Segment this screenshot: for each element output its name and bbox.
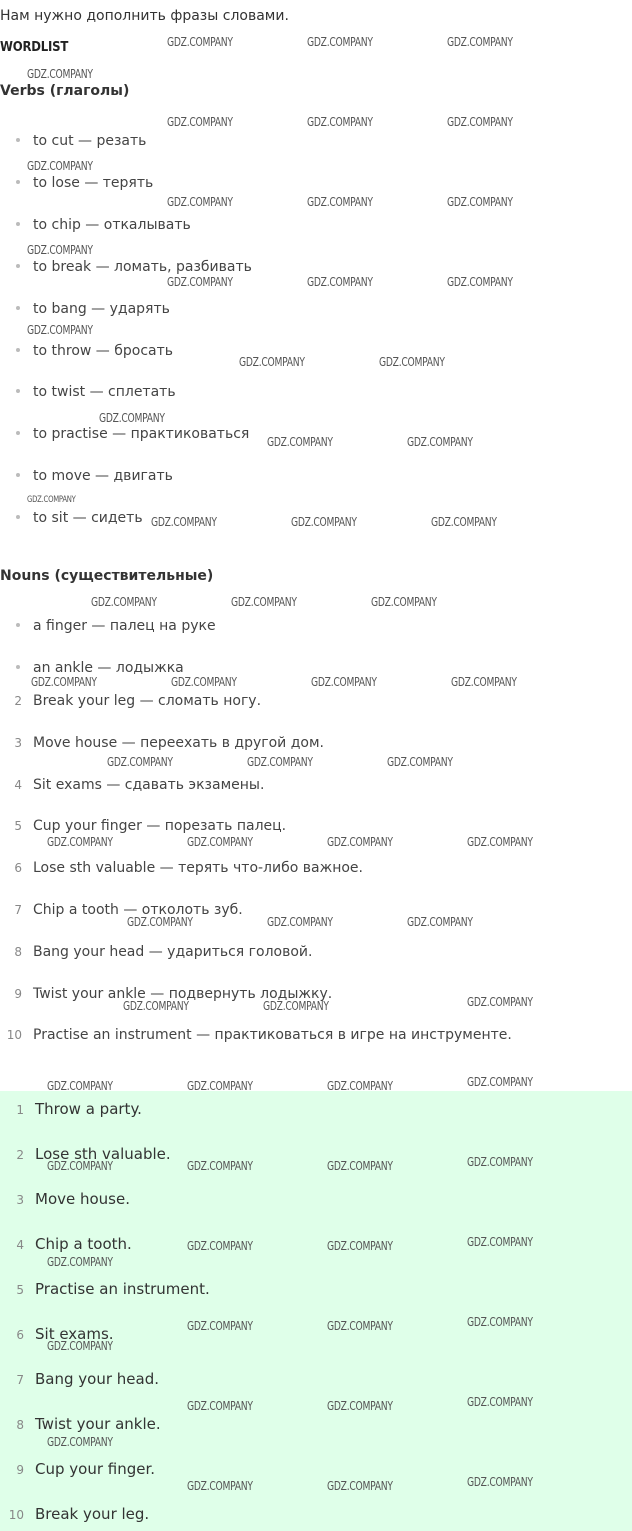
bullet-icon <box>16 306 20 310</box>
list-item: a finger — палец на руке <box>16 618 216 634</box>
list-item: to lose — терять <box>16 175 153 191</box>
watermark: GDZ.COMPANY <box>167 35 233 49</box>
list-item: to break — ломать, разбивать <box>16 259 252 275</box>
watermark: GDZ.COMPANY <box>187 1319 253 1333</box>
watermark: GDZ.COMPANY <box>379 355 445 369</box>
watermark: GDZ.COMPANY <box>187 835 253 849</box>
watermark: GDZ.COMPANY <box>47 1079 113 1093</box>
watermark: GDZ.COMPANY <box>467 995 533 1009</box>
list-item: to twist — сплетать <box>16 384 176 400</box>
answer-item: 8 Twist your ankle. <box>16 1415 161 1433</box>
list-item: to bang — ударять <box>16 301 170 317</box>
watermark: GDZ.COMPANY <box>327 1319 393 1333</box>
verbs-heading: Verbs (глаголы) <box>0 83 130 99</box>
watermark: GDZ.COMPANY <box>467 1075 533 1089</box>
bullet-icon <box>16 473 20 477</box>
watermark: GDZ.COMPANY <box>467 1315 533 1329</box>
watermark: GDZ.COMPANY <box>267 915 333 929</box>
list-item: to throw — бросать <box>16 343 173 359</box>
watermark: GDZ.COMPANY <box>167 275 233 289</box>
watermark: GDZ.COMPANY <box>311 675 377 689</box>
watermark: GDZ.COMPANY <box>447 275 513 289</box>
watermark: GDZ.COMPANY <box>267 435 333 449</box>
watermark: GDZ.COMPANY <box>27 323 93 337</box>
phrase-item: 4 Sit exams — сдавать экзамены. <box>14 777 265 793</box>
watermark: GDZ.COMPANY <box>47 835 113 849</box>
nouns-heading: Nouns (существительные) <box>0 568 214 584</box>
answer-item: 3 Move house. <box>16 1190 130 1208</box>
watermark: GDZ.COMPANY <box>447 35 513 49</box>
watermark: GDZ.COMPANY <box>127 915 193 929</box>
watermark: GDZ.COMPANY <box>167 195 233 209</box>
watermark: GDZ.COMPANY <box>239 355 305 369</box>
watermark: GDZ.COMPANY <box>27 159 93 173</box>
watermark: GDZ.COMPANY <box>27 67 93 81</box>
bullet-icon <box>16 264 20 268</box>
watermark: GDZ.COMPANY <box>47 1435 113 1449</box>
watermark: GDZ.COMPANY <box>387 755 453 769</box>
watermark: GDZ.COMPANY <box>327 1159 393 1173</box>
watermark: GDZ.COMPANY <box>31 675 97 689</box>
watermark: GDZ.COMPANY <box>407 915 473 929</box>
watermark: GDZ.COMPANY <box>91 595 157 609</box>
bullet-icon <box>16 623 20 627</box>
watermark: GDZ.COMPANY <box>47 1159 113 1173</box>
watermark: GDZ.COMPANY <box>327 1479 393 1493</box>
watermark: GDZ.COMPANY <box>187 1079 253 1093</box>
watermark: GDZ.COMPANY <box>307 35 373 49</box>
watermark: GDZ.COMPANY <box>187 1479 253 1493</box>
watermark: GDZ.COMPANY <box>327 1239 393 1253</box>
watermark: GDZ.COMPANY <box>327 1079 393 1093</box>
watermark: GDZ.COMPANY <box>187 1159 253 1173</box>
phrase-item: 6 Lose sth valuable — терять что-либо важное. <box>14 860 363 876</box>
answer-item: 5 Practise an instrument. <box>16 1280 210 1298</box>
wordlist-heading: WORDLIST <box>0 40 69 55</box>
watermark: GDZ.COMPANY <box>187 1399 253 1413</box>
bullet-icon <box>16 138 20 142</box>
bullet-icon <box>16 348 20 352</box>
bullet-icon <box>16 431 20 435</box>
watermark: GDZ.COMPANY <box>167 115 233 129</box>
watermark: GDZ.COMPANY <box>231 595 297 609</box>
answer-item: 4 Chip a tooth. <box>16 1235 132 1253</box>
answer-item: 10 Break your leg. <box>8 1505 150 1523</box>
list-item: an ankle — лодыжка <box>16 660 184 676</box>
bullet-icon <box>16 180 20 184</box>
watermark: GDZ.COMPANY <box>407 435 473 449</box>
watermark: GDZ.COMPANY <box>27 495 76 505</box>
watermark: GDZ.COMPANY <box>467 1155 533 1169</box>
watermark: GDZ.COMPANY <box>247 755 313 769</box>
phrase-item: 2 Break your leg — сломать ногу. <box>14 693 262 709</box>
watermark: GDZ.COMPANY <box>467 1395 533 1409</box>
list-item: to sit — сидеть <box>16 510 143 526</box>
watermark: GDZ.COMPANY <box>451 675 517 689</box>
watermark: GDZ.COMPANY <box>447 195 513 209</box>
watermark: GDZ.COMPANY <box>107 755 173 769</box>
phrase-item: 3 Move house — переехать в другой дом. <box>14 735 324 751</box>
watermark: GDZ.COMPANY <box>27 243 93 257</box>
phrase-item: 7 Chip a tooth — отколоть зуб. <box>14 902 243 918</box>
answer-item: 9 Cup your finger. <box>16 1460 156 1478</box>
bullet-icon <box>16 665 20 669</box>
watermark: GDZ.COMPANY <box>263 999 329 1013</box>
watermark: GDZ.COMPANY <box>327 1399 393 1413</box>
phrase-item: 5 Cup your finger — порезать палец. <box>14 818 287 834</box>
watermark: GDZ.COMPANY <box>327 835 393 849</box>
phrase-item: 10 Practise an instrument — практиковаться в игре на инструменте. <box>6 1027 512 1043</box>
watermark: GDZ.COMPANY <box>187 1239 253 1253</box>
watermark: GDZ.COMPANY <box>123 999 189 1013</box>
watermark: GDZ.COMPANY <box>467 1475 533 1489</box>
list-item: to move — двигать <box>16 468 173 484</box>
watermark: GDZ.COMPANY <box>291 515 357 529</box>
list-item: to practise — практиковаться <box>16 426 249 442</box>
watermark: GDZ.COMPANY <box>99 411 165 425</box>
watermark: GDZ.COMPANY <box>307 275 373 289</box>
bullet-icon <box>16 389 20 393</box>
bullet-icon <box>16 515 20 519</box>
phrase-item: 9 Twist your ankle — подвернуть лодыжку. <box>14 986 333 1002</box>
watermark: GDZ.COMPANY <box>307 195 373 209</box>
watermark: GDZ.COMPANY <box>151 515 217 529</box>
watermark: GDZ.COMPANY <box>47 1339 113 1353</box>
list-item: to cut — резать <box>16 133 146 149</box>
answer-item: 2 Lose sth valuable. <box>16 1145 171 1163</box>
list-item: to chip — откалывать <box>16 217 191 233</box>
watermark: GDZ.COMPANY <box>431 515 497 529</box>
watermark: GDZ.COMPANY <box>307 115 373 129</box>
bullet-icon <box>16 222 20 226</box>
watermark: GDZ.COMPANY <box>371 595 437 609</box>
watermark: GDZ.COMPANY <box>467 835 533 849</box>
watermark: GDZ.COMPANY <box>47 1255 113 1269</box>
phrase-item: 8 Bang your head — удариться головой. <box>14 944 313 960</box>
answer-item: 1 Throw a party. <box>16 1100 142 1118</box>
answer-item: 7 Bang your head. <box>16 1370 159 1388</box>
answer-item: 6 Sit exams. <box>16 1325 114 1343</box>
intro-text: Нам нужно дополнить фразы словами. <box>0 8 289 24</box>
watermark: GDZ.COMPANY <box>171 675 237 689</box>
watermark: GDZ.COMPANY <box>447 115 513 129</box>
watermark: GDZ.COMPANY <box>467 1235 533 1249</box>
